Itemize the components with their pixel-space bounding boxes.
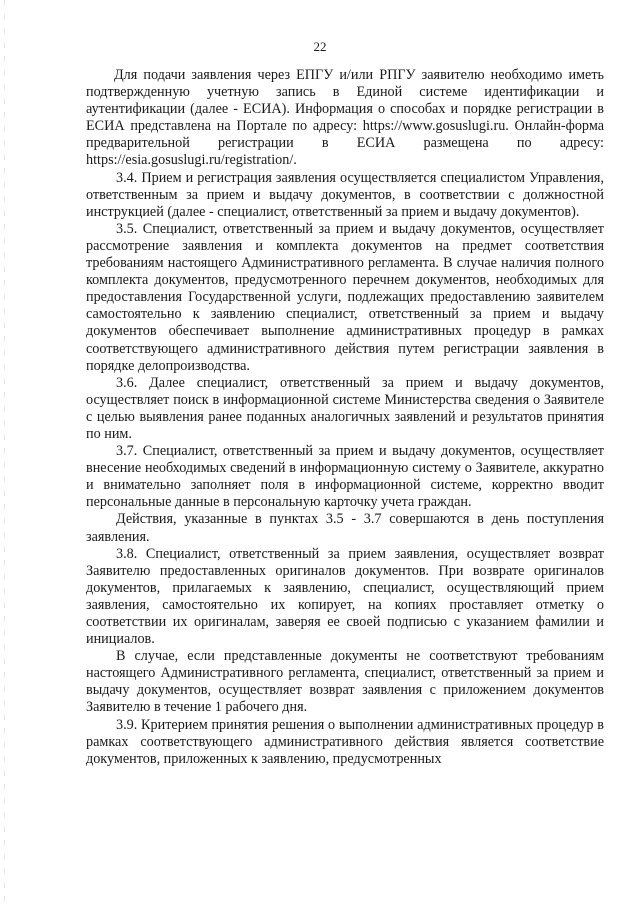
scan-edge-decoration <box>4 0 5 905</box>
paragraph-esia-registration: Для подачи заявления через ЕПГУ и/или РПГУ заявителю необходимо иметь подтвержденную учетную запись в Единой системе идентификации и аутентификации (далее - ЕСИА). Информация о способах и порядке регистрации в ЕСИА представлена на Портале по адресу: https://www.gosuslugi.ru. Онлайн-форма предварительной регистрации в ЕСИА размещена по адресу: https://esia.gosuslugi.ru/registration/. <box>86 67 604 169</box>
paragraph-3-8: 3.8. Специалист, ответственный за прием заявления, осуществляет возврат Заявителю предоставленных оригиналов документов. При возврате оригиналов документов, прилагаемых к заявлению, специалист, осуществляющий прием заявления, самостоятельно их копирует, на копиях проставляет отметку о соответствии их оригиналам, заверяя ее своей подписью с указанием фамилии и инициалов. <box>86 545 604 648</box>
paragraph-3-7: 3.7. Специалист, ответственный за прием и выдачу документов, осуществляет внесение необходимых сведений в информационную систему о Заявителе, аккуратно и внимательно заполняет поля в информационной системе, корректно вводит персональные данные в персональную карточку учета граждан. <box>86 443 604 511</box>
paragraph-3-4: 3.4. Прием и регистрация заявления осуществляется специалистом Управления, ответственным за прием и выдачу документов, в соответствии с должностной инструкцией (далее - специалист, ответственный за прием и выдачу документов). <box>86 169 604 220</box>
paragraph-3-5: 3.5. Специалист, ответственный за прием и выдачу документов, осуществляет рассмотрение заявления и комплекта документов на предмет соответствия требованиям настоящего Административного регламента. В случае наличия полного комплекта документов, предусмотренного перечнем документов, необходимых для предоставления Государственной услуги, подлежащих предоставлению заявителем самостоятельно к заявлению специалист, ответственный за прием и выдачу документов обеспечивает выполнение административных процедур в рамках соответствующего административного действия путем регистрации заявления в порядке делопроизводства. <box>86 220 604 374</box>
paragraph-3-6: 3.6. Далее специалист, ответственный за прием и выдачу документов, осуществляет поиск в информационной системе Министерства сведения о Заявителе с целью выявления ранее поданных аналогичных заявлений и результатов принятия по ним. <box>86 374 604 442</box>
paragraph-return-documents: В случае, если представленные документы не соответствуют требованиям настоящего Административного регламента, специалист, ответственный за прием и выдачу документов, осуществляет возврат заявления с приложением документов Заявителю в течение 1 рабочего дня. <box>86 648 604 716</box>
page-number: 22 <box>313 39 327 54</box>
document-body <box>86 67 604 768</box>
paragraph-3-9: 3.9. Критерием принятия решения о выполнении административных процедур в рамках соответствующего административного действия является соответствие документов, приложенных к заявлению, предусмотренных <box>86 716 604 767</box>
paragraph-actions-timing: Действия, указанные в пунктах 3.5 - 3.7 совершаются в день поступления заявления. <box>86 511 604 545</box>
